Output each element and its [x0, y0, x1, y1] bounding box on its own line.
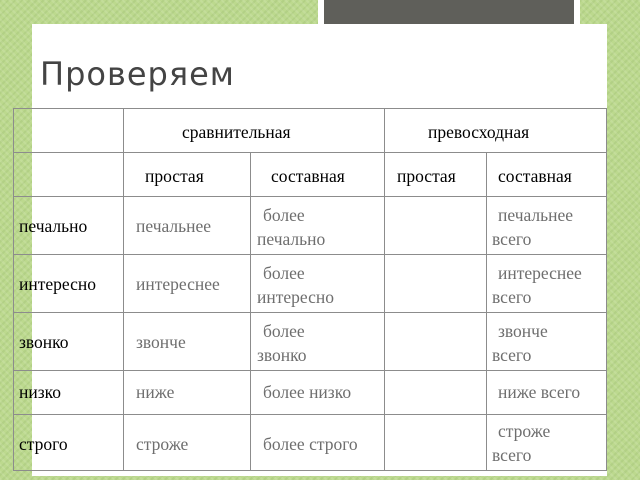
sup-compound-form-line1: строже: [498, 421, 551, 441]
table-rule-col4: [486, 152, 487, 471]
table-rule-row1: [13, 196, 607, 197]
sup-compound-form-line2: всего: [492, 445, 532, 465]
table-rule-row2: [13, 254, 607, 255]
sup-compound-form-line2: всего: [492, 229, 532, 249]
sup-compound-form-line1: печальнее: [498, 205, 574, 225]
comp-compound-form-line2: звонко: [257, 345, 307, 365]
comp-compound-form-line1: более строго: [263, 434, 358, 454]
table-border-bottom: [13, 470, 607, 471]
table-border-top: [13, 108, 607, 109]
comp-compound-form-line1: более низко: [263, 382, 352, 402]
comp-simple-form: ниже: [136, 382, 175, 402]
comp-simple-form: печальнее: [136, 216, 212, 236]
comp-simple-form: интереснее: [136, 274, 220, 294]
sup-compound-form-line1: интереснее: [498, 263, 582, 283]
comp-compound-form-line1: более: [263, 321, 305, 341]
sup-compound-form-line1: ниже всего: [498, 382, 581, 402]
table-rule-col1: [123, 108, 124, 471]
table-rule-row4: [13, 370, 607, 371]
table-rule-header-sub: [13, 152, 607, 153]
row-word: печально: [19, 216, 88, 236]
sup-compound-form-line1: звонче: [498, 321, 548, 341]
header-comp-simple: простая: [145, 166, 204, 186]
comp-compound-form-line2: интересно: [257, 287, 334, 307]
header-comparative: сравнительная: [182, 122, 291, 142]
sup-compound-form-line2: всего: [492, 287, 532, 307]
table-rule-col2: [250, 152, 251, 471]
table-rule-col3: [384, 108, 385, 471]
comp-simple-form: строже: [136, 434, 189, 454]
header-sup-simple: простая: [397, 166, 456, 186]
comp-simple-form: звонче: [136, 332, 186, 352]
comp-compound-form-line2: печально: [257, 229, 326, 249]
table-rule-row5: [13, 414, 607, 415]
comp-compound-form-line1: более: [263, 263, 305, 283]
row-word: строго: [19, 434, 68, 454]
row-word: звонко: [19, 332, 69, 352]
row-word: интересно: [19, 274, 96, 294]
table-rule-row3: [13, 312, 607, 313]
slide-title: Проверяем: [40, 55, 235, 93]
row-word: низко: [19, 382, 62, 402]
comp-compound-form-line1: более: [263, 205, 305, 225]
header-sup-compound: составная: [498, 166, 572, 186]
sup-compound-form-line2: всего: [492, 345, 532, 365]
header-superlative: превосходная: [428, 122, 530, 142]
table-border-left: [13, 108, 14, 471]
table-border-right: [606, 108, 607, 471]
header-comp-compound: составная: [271, 166, 345, 186]
